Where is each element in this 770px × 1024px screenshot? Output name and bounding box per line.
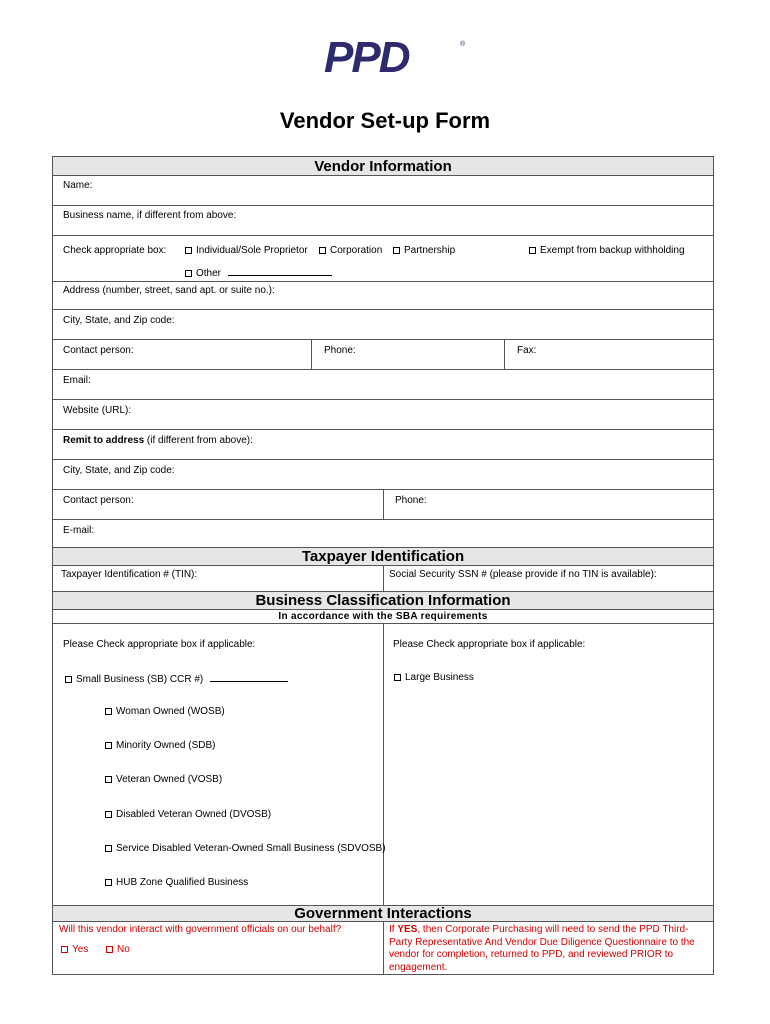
divider: [504, 340, 505, 369]
note-rest: , then Corporate Purchasing will need to send the PPD Third-Party Representative And Vendor Due Diligence Questionnaire to the vendor for completion, returned to PPD, and reviewed PRIOR to engagement.: [389, 924, 695, 973]
section-government: [52, 906, 714, 922]
section-taxpayer: [52, 548, 714, 566]
yes-label: Yes: [72, 944, 89, 955]
remit-contact-row: [52, 490, 714, 520]
divider: [383, 566, 384, 591]
website-label: Website (URL):: [63, 405, 132, 416]
veteran-owned-label: Veteran Owned (VOSB): [116, 774, 223, 785]
small-business-checkbox[interactable]: [65, 676, 72, 683]
classification-block: [52, 624, 714, 906]
partnership-label: Partnership: [404, 245, 456, 256]
checkbox[interactable]: [105, 845, 112, 852]
section-business-classification: [52, 592, 714, 610]
individual-checkbox[interactable]: [185, 247, 192, 254]
divider: [383, 490, 384, 519]
sba-subheading-text: In accordance with the SBA requirements: [278, 611, 488, 622]
corporation-checkbox[interactable]: [319, 247, 326, 254]
checkbox[interactable]: [105, 879, 112, 886]
email-label: Email:: [63, 375, 91, 386]
other-line[interactable]: [228, 266, 332, 276]
checkbox[interactable]: [105, 742, 112, 749]
address-row[interactable]: [52, 282, 714, 310]
no-label: No: [117, 944, 130, 955]
sdvosb-label: Service Disabled Veteran-Owned Small Business (SDVOSB): [116, 843, 386, 854]
section-heading: Business Classification Information: [255, 592, 511, 609]
section-heading: Government Interactions: [294, 905, 472, 922]
large-business-checkbox[interactable]: [394, 674, 401, 681]
note-yes: YES: [397, 924, 418, 935]
remit-bold: Remit to address: [63, 435, 145, 446]
individual-option[interactable]: [185, 245, 308, 256]
check-box-label: Check appropriate box:: [63, 245, 167, 256]
remit-city-label: City, State, and Zip code:: [63, 465, 175, 476]
small-business-option[interactable]: [65, 672, 288, 685]
minority-owned-label: Minority Owned (SDB): [116, 740, 216, 751]
partnership-checkbox[interactable]: [393, 247, 400, 254]
remit-city-row[interactable]: [52, 460, 714, 490]
business-name-row[interactable]: [52, 206, 714, 236]
sba-subheading: [52, 610, 714, 624]
entity-type-row: [52, 236, 714, 282]
remit-row[interactable]: [52, 430, 714, 460]
left-prompt: Please Check appropriate box if applicable:: [63, 639, 256, 650]
small-business-label: Small Business (SB) CCR #): [76, 674, 204, 685]
classification-option[interactable]: [105, 740, 215, 751]
hub-zone-label: HUB Zone Qualified Business: [116, 877, 249, 888]
yes-option[interactable]: [61, 944, 88, 955]
remit-contact-label: Contact person:: [63, 495, 134, 506]
name-row[interactable]: [52, 176, 714, 206]
contact-label: Contact person:: [63, 345, 134, 356]
email-row[interactable]: [52, 370, 714, 400]
remit-rest: (if different from above):: [144, 435, 253, 446]
checkbox[interactable]: [105, 776, 112, 783]
divider: [383, 624, 384, 905]
classification-option[interactable]: [105, 774, 222, 785]
other-checkbox[interactable]: [185, 270, 192, 277]
tin-label: Taxpayer Identification # (TIN):: [61, 569, 198, 580]
city-row[interactable]: [52, 310, 714, 340]
government-row: [52, 922, 714, 975]
large-business-label: Large Business: [405, 672, 474, 683]
classification-option[interactable]: [105, 706, 225, 717]
page-title: Vendor Set-up Form: [279, 108, 491, 133]
classification-option[interactable]: [105, 809, 271, 820]
section-vendor-information: [52, 156, 714, 176]
website-row[interactable]: [52, 400, 714, 430]
other-option[interactable]: [185, 266, 332, 279]
contact-row: [52, 340, 714, 370]
ppd-logo: [322, 36, 472, 80]
exempt-label: Exempt from backup withholding: [540, 245, 685, 256]
divider: [383, 922, 384, 974]
yes-checkbox[interactable]: [61, 946, 68, 953]
business-name-label: Business name, if different from above:: [63, 210, 237, 221]
other-label: Other: [196, 268, 222, 279]
phone-label: Phone:: [324, 345, 356, 356]
large-business-option[interactable]: [394, 672, 474, 683]
ssn-label: Social Security SSN # (please provide if no TIN is available):: [389, 569, 657, 580]
note-prefix: If: [389, 924, 398, 935]
logo-text: PPD: [324, 36, 409, 80]
tin-row: [52, 566, 714, 592]
section-heading: Vendor Information: [314, 158, 452, 175]
divider: [311, 340, 312, 369]
section-heading: Taxpayer Identification: [301, 548, 465, 565]
corporation-label: Corporation: [330, 245, 383, 256]
checkbox[interactable]: [105, 708, 112, 715]
remit-phone-label: Phone:: [395, 495, 427, 506]
checkbox[interactable]: [105, 811, 112, 818]
no-checkbox[interactable]: [106, 946, 113, 953]
woman-owned-label: Woman Owned (WOSB): [116, 706, 225, 717]
classification-option[interactable]: [105, 843, 386, 854]
remit-email-row[interactable]: [52, 520, 714, 548]
individual-label: Individual/Sole Proprietor: [196, 245, 308, 256]
government-question: Will this vendor interact with government officials on our behalf?: [59, 924, 342, 935]
no-option[interactable]: [106, 944, 130, 955]
city-label: City, State, and Zip code:: [63, 315, 175, 326]
remit-email-label: E-mail:: [63, 525, 95, 536]
exempt-checkbox[interactable]: [529, 247, 536, 254]
right-prompt: Please Check appropriate box if applicable:: [393, 639, 586, 650]
remit-label: [63, 435, 253, 446]
disabled-veteran-label: Disabled Veteran Owned (DVOSB): [116, 809, 272, 820]
government-note: [389, 924, 701, 974]
corporation-option[interactable]: [319, 245, 382, 256]
name-label: Name:: [63, 180, 93, 191]
vendor-form: [52, 156, 714, 975]
ccr-line[interactable]: [210, 672, 288, 682]
exempt-option[interactable]: [529, 245, 685, 256]
registered-mark: ®: [460, 41, 466, 48]
partnership-option[interactable]: [393, 245, 455, 256]
fax-label: Fax:: [517, 345, 537, 356]
address-label: Address (number, street, sand apt. or suite no.):: [63, 285, 275, 296]
classification-option[interactable]: [105, 877, 248, 888]
